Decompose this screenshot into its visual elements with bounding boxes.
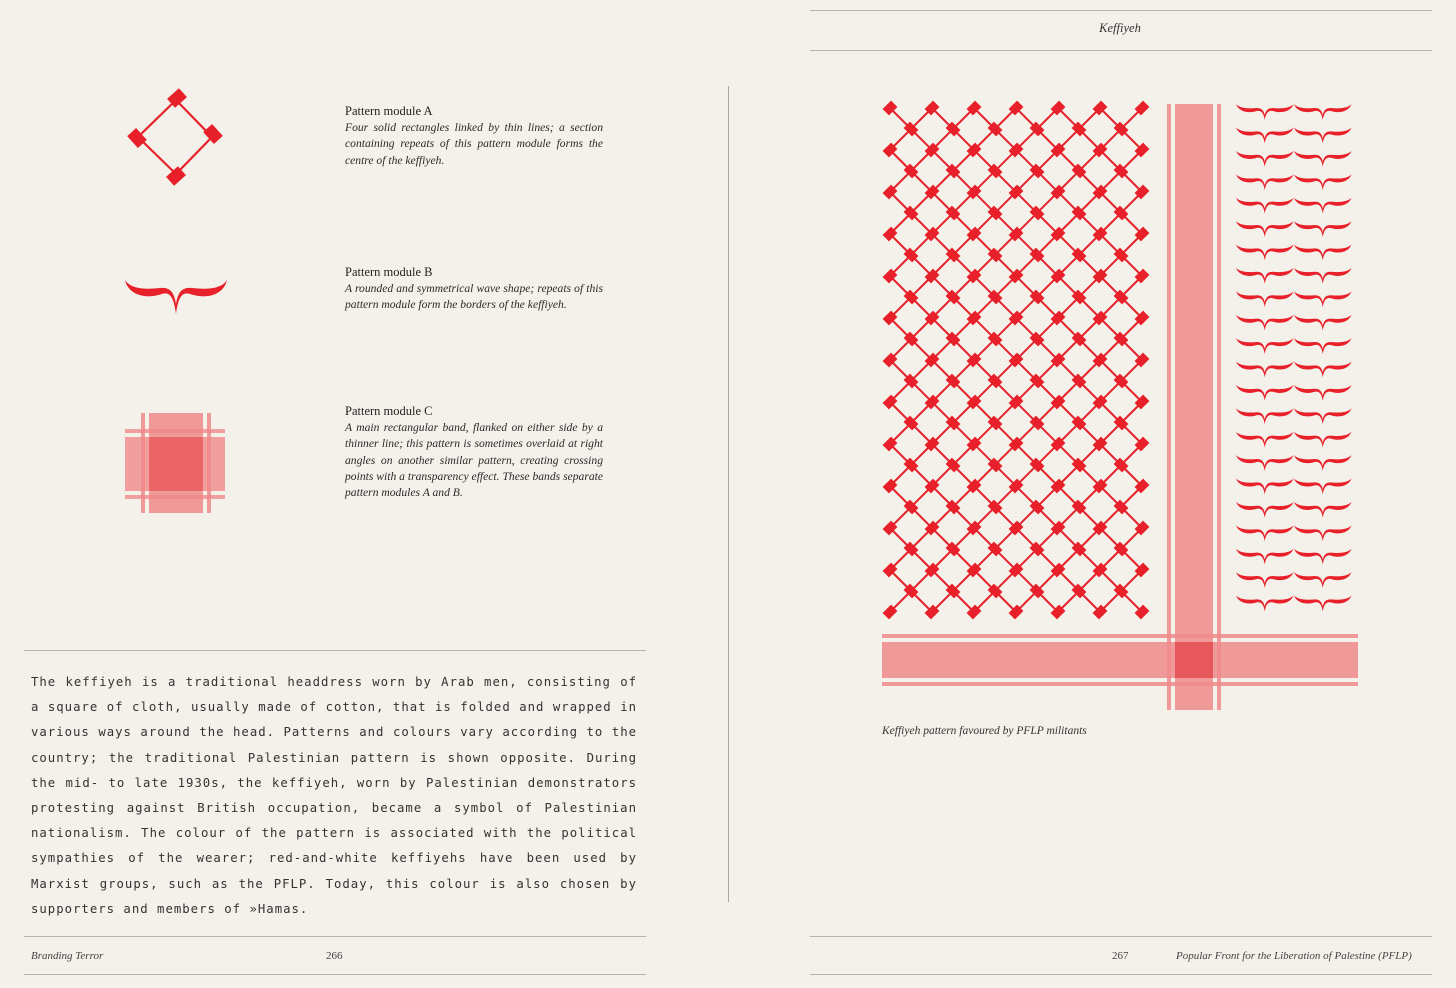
pattern-module-a-grid: [883, 101, 1150, 620]
wave-module: [1236, 291, 1294, 307]
wave-module: [1236, 408, 1294, 424]
module-b-title: Pattern module B: [345, 265, 433, 279]
body-top-rule: [24, 650, 646, 651]
wave-module: [1294, 338, 1352, 354]
wave-module: [1236, 221, 1294, 237]
wave-module: [1294, 127, 1352, 143]
wave-module: [1236, 432, 1294, 448]
wave-module: [1294, 221, 1352, 237]
wave-module: [1236, 151, 1294, 167]
wave-module: [1236, 315, 1294, 331]
wave-module: [1294, 268, 1352, 284]
wave-module: [1294, 174, 1352, 190]
wave-module: [1236, 502, 1294, 518]
wave-module: [1294, 595, 1352, 611]
pattern-module-c-icon: [125, 413, 227, 515]
wave-module: [1294, 478, 1352, 494]
module-c-title: Pattern module C: [345, 404, 433, 418]
module-b-text: [345, 265, 603, 314]
wave-module: [1236, 338, 1294, 354]
wave-module: [1294, 432, 1352, 448]
wave-module: [1294, 525, 1352, 541]
footer-title-left: Branding Terror: [31, 950, 104, 962]
body-text: The keffiyeh is a traditional headdress worn by Arab men, consisting of a square of cloth, usually made of cotton, that is folded and wrapped in various ways around the head. Patterns and colours vary according to the country; the traditional Palestinian pattern is shown opposite. During the mid- to late 1930s, the keffiyeh, worn by Palestinian demonstrators protesting against British occupation, became a symbol of Palestinian nationalism. The colour of the pattern is associated with the political sympathies of the wearer; red-and-white keffiyehs have been used by Marxist groups, such as the PFLP. Today, this colour is also chosen by supporters and members of »Hamas.: [31, 675, 637, 916]
footer-top-rule-right: [810, 936, 1432, 937]
module-a-description: Four solid rectangles linked by thin lines; a section containing repeats of this pattern module forms the centre of the keffiyeh.: [345, 121, 603, 167]
wave-module: [1236, 268, 1294, 284]
pattern-module-b-borders: [1236, 104, 1352, 611]
footer-bottom-rule-left: [24, 974, 646, 975]
module-a-title: Pattern module A: [345, 104, 433, 118]
wave-module: [1294, 549, 1352, 565]
page-number-left: 266: [326, 950, 343, 962]
wave-module: [1294, 572, 1352, 588]
wave-module: [1236, 549, 1294, 565]
wave-module: [1236, 244, 1294, 260]
pattern-module-c-bands: [882, 104, 1358, 710]
page-number-right: 267: [1112, 950, 1129, 962]
footer-bottom-rule-right: [810, 974, 1432, 975]
wave-module: [1294, 151, 1352, 167]
wave-module: [1236, 385, 1294, 401]
header-top-rule: [810, 10, 1432, 11]
wave-module: [1236, 572, 1294, 588]
wave-module: [1236, 104, 1294, 120]
footer-title-right: Popular Front for the Liberation of Palestine (PFLP): [1176, 950, 1412, 962]
keffiyeh-pattern-illustration: [878, 96, 1366, 718]
wave-module: [1294, 361, 1352, 377]
wave-module: [1294, 385, 1352, 401]
running-header: Keffiyeh: [1099, 21, 1141, 35]
pattern-module-b-icon: [122, 276, 230, 322]
wave-module: [1236, 198, 1294, 214]
module-c-text: [345, 404, 603, 501]
footer-top-rule-left: [24, 936, 646, 937]
module-a-text: [345, 104, 603, 169]
wave-module: [1236, 478, 1294, 494]
page-gutter-divider: [728, 86, 729, 902]
wave-module: [1294, 315, 1352, 331]
wave-module: [1294, 198, 1352, 214]
pattern-module-a-icon: [122, 86, 230, 190]
wave-module: [1236, 455, 1294, 471]
wave-module: [1236, 361, 1294, 377]
wave-module: [1294, 104, 1352, 120]
header-bottom-rule: [810, 50, 1432, 51]
module-c-description: A main rectangular band, flanked on either side by a thinner line; this pattern is sometimes overlaid at right angles on another similar pattern, creating crossing points with a transparency effect. These bands separate pattern modules A and B.: [345, 421, 603, 500]
wave-module: [1294, 291, 1352, 307]
wave-module: [1294, 244, 1352, 260]
wave-module: [1294, 408, 1352, 424]
wave-module: [1236, 525, 1294, 541]
module-b-description: A rounded and symmetrical wave shape; repeats of this pattern module form the borders of the keffiyeh.: [345, 282, 603, 312]
figure-caption: Keffiyeh pattern favoured by PFLP militants: [882, 725, 1087, 737]
wave-module: [1236, 174, 1294, 190]
wave-module: [1236, 595, 1294, 611]
wave-module: [1294, 502, 1352, 518]
wave-module: [1236, 127, 1294, 143]
wave-module: [1294, 455, 1352, 471]
